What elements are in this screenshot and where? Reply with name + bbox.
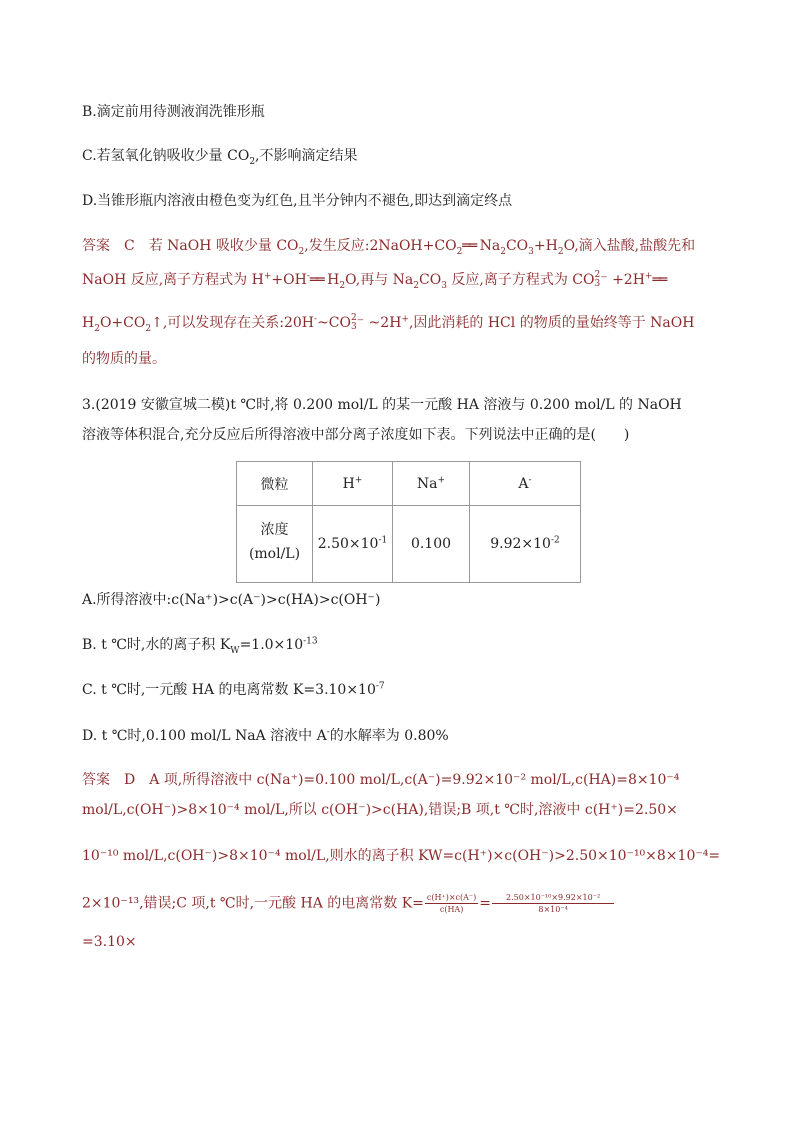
question3-text: 3.(2019 安徽宣城二模)t ℃时,将 0.200 mol/L 的某一元酸 HA 溶液与 0.200 mol/L 的 NaOH <box>82 397 682 413</box>
option-b-text: B.滴定前用待测液润洗锥形瓶 <box>82 104 265 120</box>
table-header-cell: A- <box>470 462 581 506</box>
answer3-text: 答案 D A 项,所得溶液中 c(Na⁺)=0.100 mol/L,c(A⁻)=9.92×10⁻² mol/L,c(HA)=8×10⁻⁴ <box>82 772 680 788</box>
table-header-cell: Na+ <box>393 462 470 506</box>
header-label: Na <box>416 475 438 492</box>
answer3-line2 <box>82 800 678 820</box>
option-b-text: B. t ℃时,水的离子积 K <box>82 637 231 653</box>
fraction-ka-formula <box>425 892 478 915</box>
answer1-text: +2H <box>607 272 645 288</box>
row-label-line2: (mol/L) <box>248 546 301 562</box>
answer1-text: NaOH 反应,离子方程式为 H <box>82 272 264 288</box>
option-c-text: C. t ℃时,一元酸 HA 的电离常数 K=3.10×10 <box>82 682 376 698</box>
answer1-line1: 答案 C 若 NaOH 吸收少量 $CO_2$,发生反应$:2NaOH+CO_2══$ $Na_2CO_3+H_2O$,滴入盐酸,盐酸先和 <box>82 238 696 257</box>
kw-subscript: W <box>230 645 240 656</box>
option-b-text-end: =1.0×10 <box>239 637 304 653</box>
option-b <box>82 635 318 655</box>
question3-line1 <box>82 395 682 415</box>
option-c-text-end: ,不影响滴定结果 <box>255 148 358 164</box>
table-cell <box>313 506 393 583</box>
answer1-text: CO <box>505 238 529 254</box>
answer1-text: ↑,可以发现存在关系:20H <box>151 315 315 331</box>
option-d-text: D.当锥形瓶内溶液由橙色变为红色,且半分钟内不褪色,即达到滴定终点 <box>82 193 513 209</box>
table-header-cell: H+ <box>313 462 393 506</box>
option-c-text: C.若氢氧化钠吸收少量 CO <box>82 148 250 164</box>
answer3-text: 10⁻¹⁰ mol/L,c(OH⁻)>8×10⁻⁴ mol/L,则水的离子积 KW=c(H⁺)×c(OH⁻)>2.50×10⁻¹⁰×8×10⁻⁴= <box>82 848 721 864</box>
cell-exponent: -2 <box>550 535 560 546</box>
option-c <box>82 680 385 700</box>
concentration-table <box>236 461 581 583</box>
answer1-line4 <box>82 349 166 369</box>
answer1-text: +H <box>533 238 558 254</box>
answer1-text: ,因此消耗的 HCl 的物质的量始终等于 NaOH <box>408 315 695 331</box>
answer3-line4: 2×10⁻¹³,错误;C 项,t ℃时,一元酸 HA 的电离常数 K= $\frac{c(H^+)\times c(A^-)}{c(HA)}$ = $\frac{\text{2.50×10⁻¹⁰×9.92×10⁻²}}{\text{8×10⁻⁴}}$ <box>82 892 615 915</box>
row-label-line1: 浓度 <box>260 522 289 538</box>
answer1-text: +OH <box>271 272 307 288</box>
option-d: D. t ℃时,0.100 mol/L NaA 溶液中 A-的水解率为 0.80% <box>82 727 449 744</box>
answer3-text: =3.10× <box>82 934 137 950</box>
header-label: H <box>342 475 355 492</box>
fraction-numerator: 2.50×10⁻¹⁰×9.92×10⁻² <box>492 892 614 904</box>
answer3-line3 <box>82 846 720 866</box>
table-row <box>237 506 581 583</box>
answer1-text: O,滴入盐酸,盐酸先和 <box>563 238 696 254</box>
answer1-text: ,发生反应:2NaOH+CO <box>304 238 457 254</box>
answer1-line3: $H_2O+CO_2↑$,可以发现存在关系:20H-~CO2 3⁻ ~2H+,因此消耗的 HCl 的物质的量始终等于 NaOH <box>82 313 695 334</box>
answer1-text: CO <box>419 272 442 288</box>
answer1-text: H <box>322 272 340 288</box>
co3-charge: 2 3 <box>594 270 601 289</box>
co3-charge: 2 3 <box>350 313 357 332</box>
answer1-text: O+CO <box>99 315 146 331</box>
cell-value: 9.92×10 <box>490 536 551 552</box>
option-d-text-end: 的水解率为 0.80% <box>329 728 449 744</box>
answer1-text: ~2H <box>364 315 402 331</box>
table-cell <box>470 506 581 583</box>
answer1-text: Na <box>475 238 501 254</box>
fraction-denominator: 8×10⁻⁴ <box>538 905 568 914</box>
answer3-line5 <box>82 932 137 952</box>
fraction-denominator: c(HA) <box>439 905 464 914</box>
table-header-row <box>237 462 581 506</box>
answer3-text: 2×10⁻¹³,错误;C 项,t ℃时,一元酸 HA 的电离常数 K= <box>82 895 424 912</box>
option-d-prev <box>82 191 512 211</box>
fraction-ka-values <box>492 892 614 915</box>
equals-arrow-icon: ══ <box>462 238 476 254</box>
answer1-text: 的物质的量。 <box>82 351 166 367</box>
equals-arrow-icon: ══ <box>652 272 666 288</box>
answer3-text: mol/L,c(OH⁻)>8×10⁻⁴ mol/L,所以 c(OH⁻)>c(HA),错误;B 项,t ℃时,溶液中 c(H⁺)=2.50× <box>82 802 678 818</box>
question3-line2 <box>82 425 629 445</box>
option-c-exponent: -7 <box>375 681 385 692</box>
answer3-line1 <box>82 770 679 790</box>
option-d-text: D. t ℃时,0.100 mol/L NaA 溶液中 A <box>82 728 327 744</box>
cell-value: 0.100 <box>410 536 452 552</box>
cell-value: 2.50×10 <box>317 536 379 552</box>
answer1-text: 答案 C 若 NaOH 吸收少量 CO <box>82 238 299 254</box>
fraction-numerator: c(H⁺)×c(A⁻) <box>426 893 477 902</box>
option-c-prev: C.若氢氧化钠吸收少量 $CO_2$,不影响滴定结果 <box>82 148 358 167</box>
answer1-text: ~CO <box>317 315 351 331</box>
answer1-text: 反应,离子方程式为 CO <box>446 272 595 288</box>
option-a <box>82 590 380 610</box>
option-a-text: A.所得溶液中:c(Na⁺)>c(A⁻)>c(HA)>c(OH⁻) <box>82 592 381 608</box>
equals-arrow-icon: ══ <box>309 272 323 288</box>
header-label: A <box>518 475 529 492</box>
cell-exponent: -1 <box>378 535 388 546</box>
question3-text: 溶液等体积混合,充分反应后所得溶液中部分离子浓度如下表。下列说法中正确的是( ) <box>82 427 630 443</box>
option-b-exponent: -13 <box>303 636 318 647</box>
table-header-cell <box>237 462 313 506</box>
table-row-label <box>237 506 313 583</box>
answer1-line2: NaOH 反应,离子方程式为 H++OH-══ $H_2O$,再与 $Na_2CO_3$ 反应,离子方程式为 CO2 3⁻ +2H+══ <box>82 270 666 291</box>
table-cell <box>393 506 470 583</box>
answer1-text: O,再与 Na <box>345 272 414 288</box>
header-label: 微粒 <box>260 476 289 493</box>
answer1-text: H <box>82 315 95 331</box>
option-b-prev <box>82 102 265 122</box>
